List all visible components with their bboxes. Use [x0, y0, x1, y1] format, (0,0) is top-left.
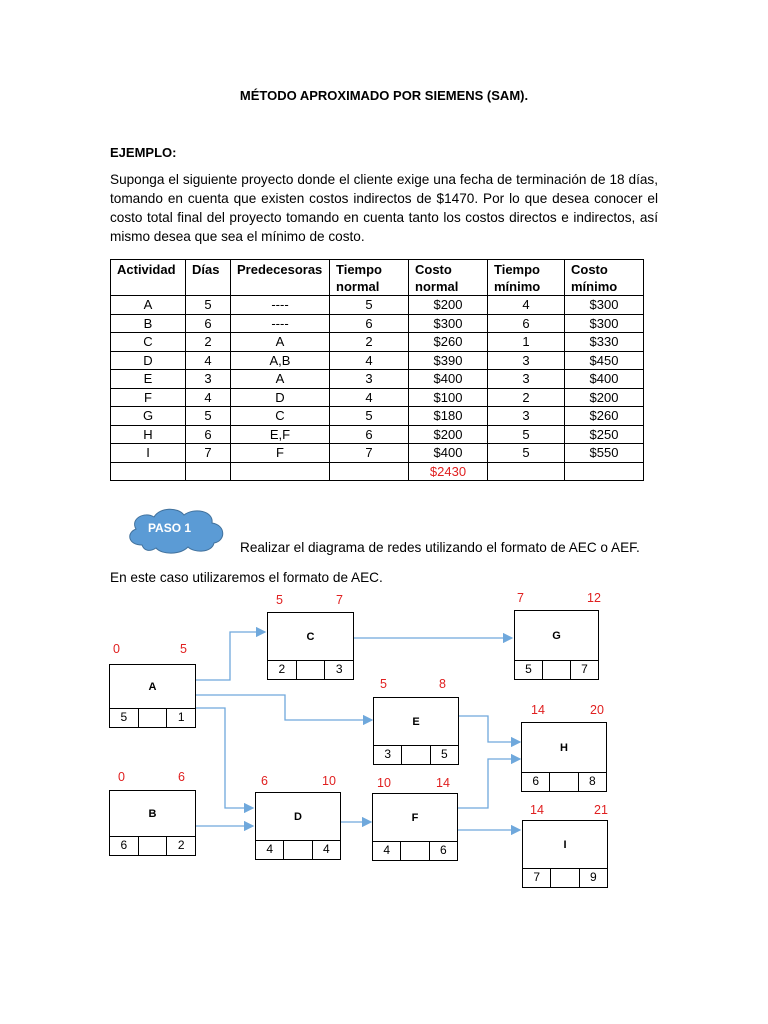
node-cell: 4: [256, 841, 284, 859]
col-header: Tiempo normal: [330, 260, 409, 296]
section-heading: EJEMPLO:: [110, 145, 177, 160]
table-cell: H: [111, 425, 186, 444]
table-cell: A: [231, 370, 330, 389]
table-cell: $300: [565, 296, 644, 315]
early-finish: 20: [590, 703, 604, 717]
table-cell: 5: [330, 407, 409, 426]
node-label: F: [411, 812, 419, 824]
node-cell: 7: [581, 662, 588, 676]
table-cell: 5: [330, 296, 409, 315]
table-cell: 5: [488, 425, 565, 444]
total-cost: $2430: [409, 462, 488, 481]
activity-node-h: [521, 722, 607, 792]
node-cell: 7: [523, 869, 551, 887]
node-cell: [284, 841, 312, 859]
node-cell: 3: [335, 662, 343, 676]
node-cell: 2: [177, 838, 185, 852]
node-label: C: [306, 631, 315, 643]
table-cell: D: [111, 351, 186, 370]
table-cell: F: [231, 444, 330, 463]
table-cell: 1: [488, 333, 565, 352]
node-label: E: [412, 716, 420, 728]
early-start: 0: [118, 770, 125, 784]
node-bottom-row: [268, 660, 353, 679]
col-header: Costo mínimo: [565, 260, 644, 296]
node-cell: 4: [322, 842, 330, 856]
table-cell: 2: [330, 333, 409, 352]
page-title: MÉTODO APROXIMADO POR SIEMENS (SAM).: [239, 88, 529, 103]
early-finish: 10: [322, 774, 336, 788]
col-header: Tiempo mínimo: [488, 260, 565, 296]
early-start: 14: [531, 703, 545, 717]
early-finish: 7: [336, 593, 343, 607]
early-finish: 21: [594, 803, 608, 817]
early-start: 5: [380, 677, 387, 691]
early-start: 7: [517, 591, 524, 605]
node-cell: 6: [522, 773, 550, 791]
node-bottom-row: [110, 708, 195, 727]
activity-node-d: [255, 792, 341, 860]
early-start: 14: [530, 803, 544, 817]
table-cell: $180: [409, 407, 488, 426]
activity-node-b: [109, 790, 196, 856]
node-label: A: [148, 681, 157, 693]
node-label: D: [294, 811, 302, 823]
node-cell: 5: [515, 661, 543, 679]
table-cell: 6: [330, 425, 409, 444]
node-label: B: [148, 808, 157, 820]
node-label: H: [560, 742, 568, 754]
table-cell: $390: [409, 351, 488, 370]
arrow-a-d: [196, 708, 253, 808]
table-cell: $400: [565, 370, 644, 389]
node-cell: [297, 661, 326, 679]
table-cell: 6: [186, 314, 231, 333]
node-bottom-row: [515, 660, 598, 679]
table-cell: 4: [186, 388, 231, 407]
arrow-f-h: [458, 759, 520, 808]
table-cell: 3: [488, 407, 565, 426]
node-cell: 3: [374, 746, 402, 764]
table-cell: A: [111, 296, 186, 315]
node-bottom-row: [522, 772, 606, 791]
table-cell: C: [111, 333, 186, 352]
early-finish: 12: [587, 591, 601, 605]
node-cell: 6: [110, 837, 139, 855]
table-cell: I: [111, 444, 186, 463]
activity-node-i: [522, 820, 608, 888]
table-cell: 7: [186, 444, 231, 463]
table-cell: G: [111, 407, 186, 426]
node-cell: [543, 661, 571, 679]
table-cell: C: [231, 407, 330, 426]
table-cell: $330: [565, 333, 644, 352]
table-cell: F: [111, 388, 186, 407]
table-cell: ----: [231, 296, 330, 315]
activity-node-c: [267, 612, 354, 680]
node-bottom-row: [256, 840, 340, 859]
table-cell: 4: [488, 296, 565, 315]
node-cell: [139, 709, 168, 727]
node-cell: 6: [439, 843, 447, 857]
node-cell: [401, 842, 429, 860]
node-cell: [550, 773, 578, 791]
node-bottom-row: [374, 745, 458, 764]
node-bottom-row: [373, 841, 457, 860]
table-cell: ----: [231, 314, 330, 333]
node-bottom-row: [110, 836, 195, 855]
node-cell: 9: [589, 870, 597, 884]
table-cell: $400: [409, 370, 488, 389]
table-cell: 5: [186, 296, 231, 315]
node-cell: 1: [177, 710, 185, 724]
table-cell: $260: [409, 333, 488, 352]
table-cell: $200: [409, 296, 488, 315]
table-cell: 3: [488, 351, 565, 370]
table-cell: 3: [488, 370, 565, 389]
table-cell: 6: [330, 314, 409, 333]
early-finish: 6: [178, 770, 185, 784]
caso-text: En este caso utilizaremos el formato de AEC.: [110, 570, 383, 585]
table-cell: $550: [565, 444, 644, 463]
col-header: Predecesoras: [231, 260, 330, 296]
node-cell: 8: [588, 774, 596, 788]
early-finish: 14: [436, 776, 450, 790]
table-cell: 4: [330, 388, 409, 407]
table-cell: A: [231, 333, 330, 352]
table-cell: 2: [488, 388, 565, 407]
activity-node-a: [109, 664, 196, 728]
table-cell: E,F: [231, 425, 330, 444]
table-cell: $200: [565, 388, 644, 407]
node-cell: 5: [440, 747, 448, 761]
node-label: G: [552, 630, 561, 642]
table-cell: $300: [565, 314, 644, 333]
table-cell: 3: [330, 370, 409, 389]
table-cell: $300: [409, 314, 488, 333]
early-start: 5: [276, 593, 283, 607]
activity-node-e: [373, 697, 459, 765]
node-cell: [139, 837, 168, 855]
early-finish: 8: [439, 677, 446, 691]
node-label: I: [563, 839, 567, 851]
table-cell: 6: [488, 314, 565, 333]
col-header: Actividad: [111, 260, 186, 296]
early-start: 10: [377, 776, 391, 790]
arrow-e-h: [459, 716, 520, 742]
node-cell: 4: [373, 842, 401, 860]
table-cell: E: [111, 370, 186, 389]
col-header: Costo normal: [409, 260, 488, 296]
table-cell: $200: [409, 425, 488, 444]
arrow-a-c: [196, 632, 265, 680]
table-cell: 2: [186, 333, 231, 352]
table-cell: $260: [565, 407, 644, 426]
table-cell: 6: [186, 425, 231, 444]
col-header: Días: [186, 260, 231, 296]
table-cell: D: [231, 388, 330, 407]
table-cell: $400: [409, 444, 488, 463]
table-cell: 7: [330, 444, 409, 463]
table-cell: 4: [186, 351, 231, 370]
table-cell: $100: [409, 388, 488, 407]
early-start: 0: [113, 642, 120, 656]
early-start: 6: [261, 774, 268, 788]
table-cell: A,B: [231, 351, 330, 370]
table-cell: 5: [488, 444, 565, 463]
table-cell: 5: [186, 407, 231, 426]
paso-instruction: Realizar el diagrama de redes utilizando el formato de AEC o AEF.: [240, 540, 640, 555]
table-cell: 4: [330, 351, 409, 370]
table-cell: 3: [186, 370, 231, 389]
table-cell: $250: [565, 425, 644, 444]
node-cell: 2: [268, 661, 297, 679]
node-cell: [551, 869, 579, 887]
table-cell: B: [111, 314, 186, 333]
early-finish: 5: [180, 642, 187, 656]
node-cell: 5: [110, 709, 139, 727]
activity-node-g: [514, 610, 599, 680]
node-cell: [402, 746, 430, 764]
paso-label: PASO 1: [147, 521, 192, 535]
table-cell: $450: [565, 351, 644, 370]
node-bottom-row: [523, 868, 607, 887]
activity-node-f: [372, 793, 458, 861]
problem-paragraph: Suponga el siguiente proyecto donde el cliente exige una fecha de terminación de 18 días, tomando en cuenta que existen costos indirectos de $1470. Por lo que desea conocer el costo total final del proyecto tomando en cuenta tanto los costos directos e indirectos, así mismo desea que sea el mínimo de costo.: [110, 172, 658, 244]
